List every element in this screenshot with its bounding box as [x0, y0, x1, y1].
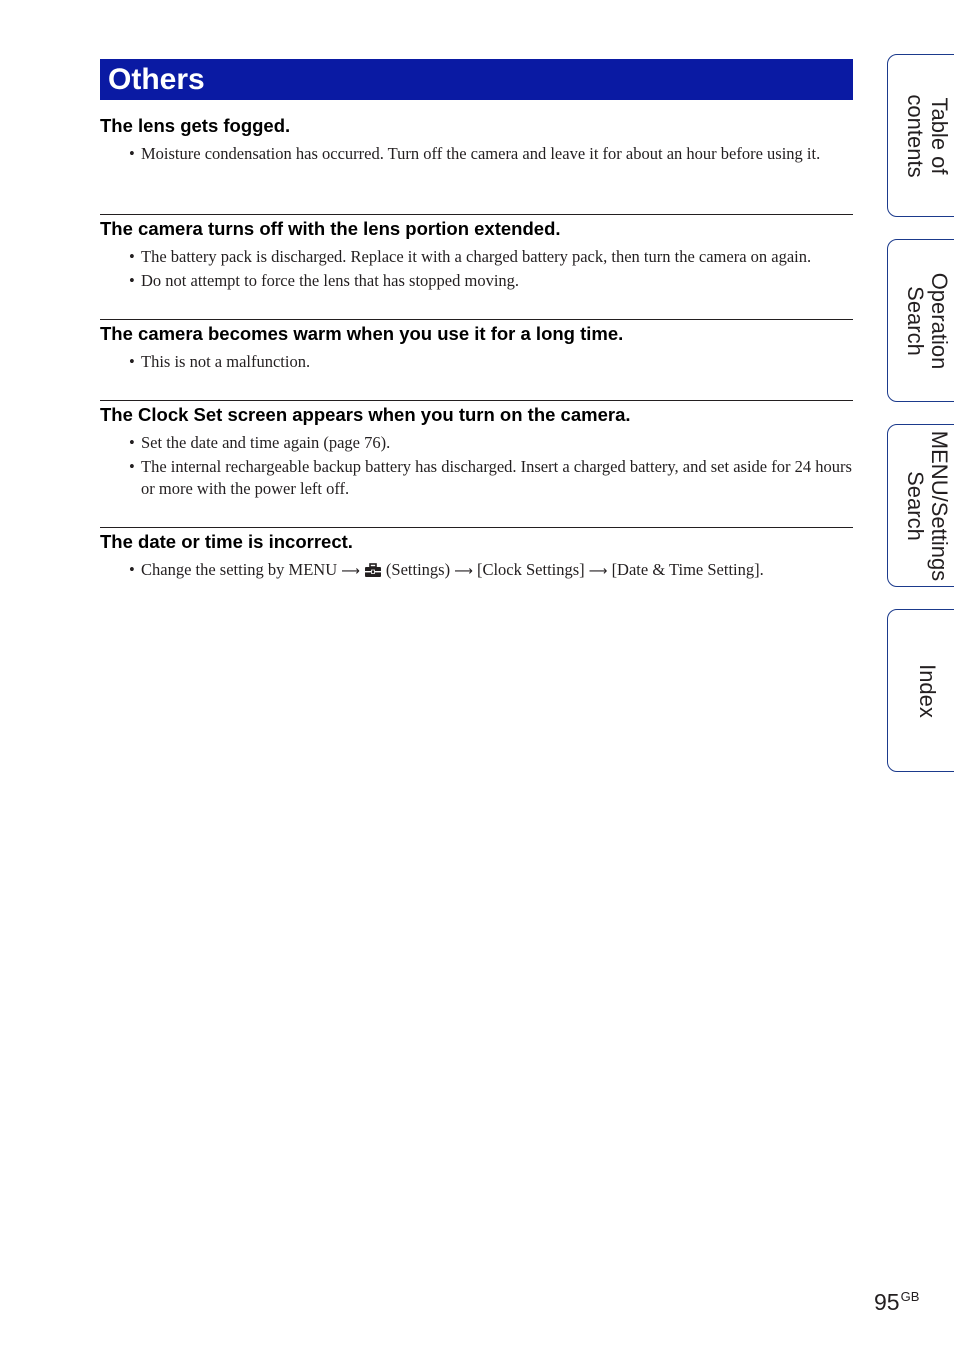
- bullet-item: • Change the setting by MENU ⟶ (Settings) ⟶ [Clock Settings] ⟶ [Date & Time Setting].: [129, 560, 764, 579]
- tab-menu-settings-search[interactable]: [887, 424, 954, 587]
- section-divider: [100, 527, 853, 528]
- item-heading: The Clock Set screen appears when you turn on the camera.: [100, 404, 631, 425]
- arrow-right-icon: ⟶: [588, 564, 608, 579]
- bullet-item: • The battery pack is discharged. Replace it with a charged battery pack, then turn the camera on again.: [129, 247, 812, 266]
- bullet-item: • Moisture condensation has occurred. Turn off the camera and leave it for about an hour before using it.: [129, 144, 821, 163]
- toolbox-icon: [364, 563, 382, 578]
- arrow-right-icon: ⟶: [341, 564, 360, 579]
- trouble-item-clock-set: [100, 404, 853, 500]
- section-divider: [100, 400, 853, 401]
- trouble-item-lens-extended: [100, 218, 853, 292]
- bullet-item: • Do not attempt to force the lens that has stopped moving.: [129, 271, 520, 290]
- tab-label: MENU/Settings Search: [903, 430, 952, 581]
- trouble-item-camera-warm: [100, 323, 853, 373]
- bullet-item: • The internal rechargeable backup battery has discharged. Insert a charged battery, and set aside for 24 hours or more with the power left off.: [129, 457, 852, 498]
- bullet-item: • This is not a malfunction.: [129, 352, 311, 371]
- tab-index[interactable]: [887, 609, 954, 772]
- item-bullets: [100, 246, 853, 292]
- trouble-item-date-incorrect: [100, 531, 853, 583]
- section-divider: [100, 214, 853, 215]
- item-bullets: [100, 432, 853, 500]
- tab-operation-search[interactable]: [887, 239, 954, 402]
- section-divider: [100, 319, 853, 320]
- bullet-item: • Set the date and time again (page 76).: [129, 433, 391, 452]
- page-number: $95^{GB}$: [874, 1289, 920, 1315]
- tab-label: Operation Search: [903, 272, 952, 369]
- section-title: Others: [108, 63, 205, 96]
- item-heading: The camera becomes warm when you use it for a long time.: [100, 323, 624, 344]
- item-bullets: [100, 143, 853, 165]
- item-bullets: [100, 559, 853, 583]
- section-banner: [100, 59, 853, 100]
- item-heading: The camera turns off with the lens portion extended.: [100, 218, 561, 239]
- arrow-right-icon: ⟶: [454, 564, 473, 579]
- item-bullets: [100, 351, 853, 373]
- trouble-item-lens-fogged: [100, 115, 853, 165]
- tab-label: Table of contents: [903, 93, 952, 178]
- tab-table-of-contents[interactable]: [887, 54, 954, 217]
- item-heading: The date or time is incorrect.: [100, 531, 353, 552]
- item-heading: The lens gets fogged.: [100, 115, 291, 136]
- tab-label: Index: [915, 663, 940, 718]
- page-suffix: GB: [900, 1289, 920, 1304]
